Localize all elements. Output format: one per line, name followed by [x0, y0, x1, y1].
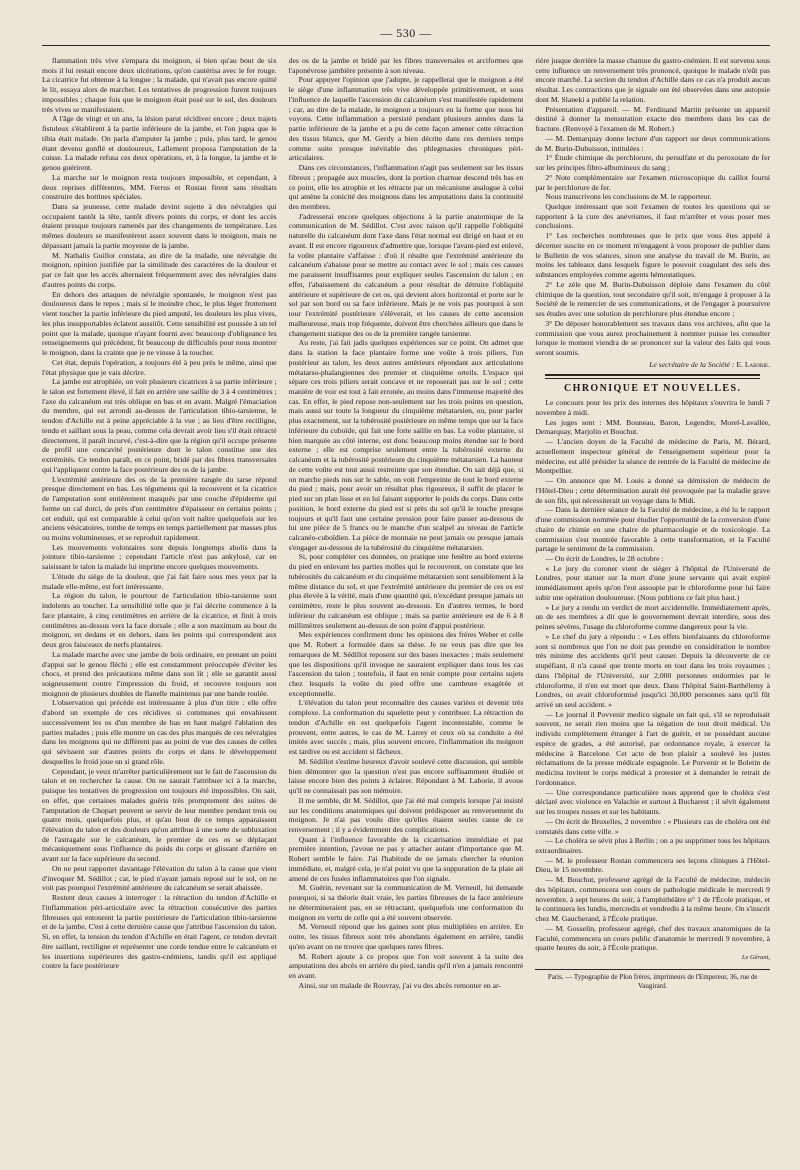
page-number: — 530 — [380, 26, 432, 40]
paragraph: L'étude du siège de la douleur, que j'ai fait faire sous mes yeux par la malade elle-même, est fort intéressante. [42, 571, 277, 591]
news-item: — Le choléra se sévit plus à Berlin ; on a pu supprimer tous les hôpitaux extraordinaires. [535, 836, 771, 856]
three-column-body [42, 56, 770, 1156]
paragraph: Pour appuyer l'opinion que j'adopte, je rappellerai que le moignon a été le siège d'une inflammation très vive développée primitivement, et sous l'influence de laquelle l'ascension du calcanéum s'est manifestée rapidement ; car, au dire de la malade, le moignon a toujours eu la forme que nous lui voyons. Cette inflammation a persisté pendant plusieurs années dans la partie inférieure de la jambe et a pu de cette façon amener cette rétraction des tissus blancs, que M. Gerdy a bien décrite dans ces derniers temps comme suite presque inévitable des phlegmasies chroniques péri-articulaires. [288, 75, 524, 163]
news-item: — Le journal il Povvenir medico signale un fait qui, s'il se reproduisait souvent, ne serait rien moins que la négation de tout droit médical. Un individu complètement étranger à l'art de guérir, et ne possédant aucune espèce de grades, a été autorisé, par ordonnance royale, à exercer la médecine à Barcelone. Cet acte de bon plaisir a soulevé les justes réclamations de la presse médicale espagnole. Le Porvenir et le Boletin de medicina invitent le corps médical à protester et à demander le retrait de l'ordonnance. [535, 709, 771, 787]
paragraph: 1° Les recherches nombreuses que le prix que vous êtes appelé à décerner suscite en ce moment m'engagent à vous proposer de publier dans le Bulletin de vos séances, sinon une analyse du travail de M. Burin, au moins les tableaux dans lesquels figure le pouvoir coagulant des sels des substances employées comme agents hémostatiques. [535, 231, 771, 280]
gerant-signature: Le Gérant, [741, 954, 771, 962]
paragraph: 2° Le zèle que M. Burin-Dubuisson déploie dans l'examen du côté chimique de la question, tout secondaire qu'il soit, m'engage à proposer à la Société de le remercier de ses communications, et de l'engager à poursuivre ses études avec une solution de perchlorure plus étendue encore ; [535, 279, 771, 319]
news-item: — Dans la dernière séance de la Faculté de médecine, a été lu le rapport d'une commission nommée pour étudier l'opportunité de la conversion d'une chaire de chimie en une chaire de pharmacologie et de toxicologie. La commission s'est montrée favorable à cette transformation, et la Faculté partage le sentiment de la commission. [535, 505, 771, 554]
paragraph: M. Guérin, revenant sur la communication de M. Verneuil, lui demande pourquoi, si sa théorie était vraie, les parties fibreuses de la face antérieure ne détermineraient pas, en se rétractant, quelquefois une conformation du moignon en vertu de celle qui a été souvent observée. [288, 883, 524, 922]
paragraph: 2° Note complémentaire sur l'examen microscopique du caillot fourni par le perchlorure de fer. [535, 172, 771, 192]
paragraph: Les mouvements volontaires sont depuis longtemps abolis dans la jointure tibio-tarsienne ; cependant l'article n'est pas ankylosé, car en saisissant le talon la malade lui imprime encore quelques mouvements. [42, 542, 277, 572]
paragraph: Mes expériences confirment donc les opinions des frères Weber et celle que M. Robert a formulée dans sa thèse. Je ne veux pas dire que les remarques de M. Sédillot reposent sur des bases inexactes ; mais seulement que les dispositions qu'il invoque ne sauraient expliquer dans tous les cas l'ascension du talon ; toutefois, il faut en tenir compte pour certains sujets chez lesquels la voûte du pied offre une cambrure exagérée et exceptionnelle. [288, 630, 524, 698]
paragraph: Dans sa jeunesse, cette malade devint sujette à des névralgies qui occupaient tantôt la tête, tantôt divers points du corps, et dont les accès étaient presque toujours ramenés par des changements de température. Les mêmes douleurs se manifestèrent assez souvent dans le moignon, mais ne dépassant jamais la partie moyenne de la jambe. [42, 202, 277, 250]
header-rule [42, 45, 770, 46]
paragraph: Quant à l'influence favorable de la cicatrisation immédiate et par première intention, j'avoue ne pas y attacher autant d'importance que M. Robert semble le faire. J'ai l'habitude de ne jamais chercher la réunion immédiate, et, malgré cela, je n'ai point vu que la suppuration de la plaie ait amené de ces fusées inflammatoires que l'on signale. [288, 834, 524, 883]
news-item: — M. Bouchut, professeur agrégé de la Faculté de médecine, médecin des hôpitaux, commencera son cours de pathologie médicale le mercredi 9 novembre, à sept heures du soir, à l'amphithéâtre n° 1 de l'École pratique, et le continuera les lundis, mercredis et vendredis à la même heure. On s'inscrit chez M. Gaucherand, à l'École pratique. [535, 875, 771, 924]
paragraph: des os de la jambe et bridé par les fibres transversales et arciformes que l'aponévrose jambière présente à son niveau. [288, 56, 524, 75]
paragraph: La marche sur le moignon resta toujours impossible, et cependant, à deux reprises différentes, MM. Ferrus et Rostan firent sans résultats construire des bottines spéciales. [42, 172, 277, 202]
paragraph: La malade marche avec une jambe de bois ordinaire, en prenant un point d'appui sur le genou fléchi ; elle est constamment préoccupée d'éviter les chocs, et prend des précautions même dans son lit ; elle se garantit aussi soigneusement contre l'impression du froid, et recouvre toujours son moignon de plusieurs doubles de flanelle maintenus par une bande roulée. [42, 649, 277, 698]
paragraph: M. Robert ajoute à ce propos que l'on voit souvent à la suite des amputations des abcès en arrière du pied, tandis qu'il n'en a jamais rencontré en avant. [288, 951, 524, 981]
paragraph: La région du talon, le pourtour de l'articulation tibio-tarsienne sont indolents au toucher. La sensibilité telle que je l'ai décrite commence à la face plantaire, à cinq centimètres en arrière de la cicatrice, et finit à trois centimètres au-dessus vers la face dorsale ; elle a son maximum au bout du moignon, en dedans et en dehors, dans les points qui correspondent aux deux gros faisceaux de nerfs plantaires. [42, 591, 277, 650]
paragraph: Présentation d'appareil. — M. Ferdinand Martin présente un appareil destiné à donner la mensuration exacte des membres dans les cas de fracture. (Renvoyé à l'examen de M. Robert.) [535, 104, 771, 134]
news-item: Les juges sont : MM. Bouneau, Baron, Legendre, Morel-Lavallée, Demarquay, Marjolin et Bouchut. [535, 417, 771, 437]
paragraph: — M. Demarquay donne lecture d'un rapport sur deux communications de M. Burin-Dubuisson, intitulées : [535, 133, 771, 153]
printer-imprint: Paris. — Typographie de Plon frères, imprimeurs de l'Empereur, 36, rue de Vaugirard. [535, 969, 770, 991]
column-middle [289, 56, 524, 1156]
paragraph: Il me semble, dit M. Sédillot, que j'ai été mal compris lorsque j'ai insisté sur les conditions anatomiques qui doivent prédisposer au renversement du moignon. Je n'ai pas voulu dire qu'elles étaient seules cause de ce renversement ; il y a évidemment des complications. [288, 795, 524, 835]
news-item: — M. le professeur Rostan commencera ses leçons cliniques à l'Hôtel-Dieu, le 15 novembre. [535, 855, 771, 875]
paragraph: La jambe est atrophiée, on voit plusieurs cicatrices à sa partie inférieure ; le talon est fortement élevé, il fait en arrière une saillie de 3 à 4 centimètres ; l'axe du calcanéum est très oblique en bas et en avant. Malgré l'émaciation du membre, qui est arrondi au-dessus de l'articulation tibio-tarsienne, le tendon d'Achille est à peine appréciable à la vue ; au lieu d'être rectiligne, tendu et saillant sous la peau, comme cela devrait avoir lieu s'il était rétracté directement, il paraît incurvé, c'est-à-dire que la région qu'il occupe présente de profil une concavité postérieure dont le talon constitue une des extrémités. Ce tendon paraît, en ce point, bridé par des fibres transversales qui l'appliquent contre la face postérieure des os de la jambe. [42, 377, 277, 474]
paragraph: Restent deux causes à interroger : la rétraction du tendon d'Achille et l'inflammation péri-articulaire avec la rétraction consécutive des parties fibreuses qui entourent la partie postérieure de l'articulation tibio-tarsienne et de la jambe. C'est à cette dernière cause que j'attribue l'ascension du talon. Si, en effet, la tension du tendon d'Achille en était l'agent, ce tendon devrait être saillant, rectiligne et représenter une corde tendue entre le calcanéum et les insertions supérieures des gastro-cnémiens, tandis qu'il est appliqué contre la face postérieure [42, 893, 277, 971]
paragraph: A l'âge de vingt et un ans, la lésion parut récidiver encore ; deux trajets fistuleux s'établirent à la partie inférieure de la jambe, et l'on jugea que le tibia était malade. On parla d'amputer la jambe ; puis, plus tard, le genou étant devenu gonflé et douloureux, Lallement proposa l'amputation de la cuisse. La malade refusa ces deux opérations, et, à la longue, la jambe et le genou guérirent. [42, 114, 277, 173]
paragraph: En dehors des attaques de névralgie spontanée, le moignon n'est pas douloureux dans le repos ; mais si le moindre choc, le plus léger frottement vient toucher la partie inférieure du pied amputé, les douleurs les plus vives, les plus insupportables éclatent aussitôt. Cette sensibilité est poussée à un tel point que la malade, quoique n'ayant fourni avec beaucoup d'obligeance les renseignements qui précèdent, fit beaucoup de difficultés pour nous montrer le moignon, dans la crainte que je ne vinsse à la toucher. [42, 289, 277, 358]
news-item: — M. Gosselin, professeur agrégé, chef des travaux anatomiques de la Faculté, commencera un cours public d'anatomie le mercredi 9 novembre, à quatre heures du soir, à l'École pratique. [535, 923, 771, 953]
section-rule-bottom [545, 378, 760, 379]
news-item: — Une correspondance particulière nous apprend que le choléra s'est déclaré avec violence en Valachie et surtout à Bucharest ; il sévit également sur les troupes russes et sur les habitants. [535, 787, 771, 817]
paragraph: Cependant, je veux m'arrêter particulièrement sur le fait de l'ascension du talon et en rechercher la cause. On ne saurait l'attribuer ici à la marche, puisque les tentatives de progression ont toujours été impossibles. On sait, en effet, que certaines malades guéris très promptement des suites de l'amputation de Chopart peuvent se servir de leur membre pendant trois ou quatre mois, quelquefois plus, et qu'au bout de ce temps apparaissent l'élévation du talon et des douleurs qu'on attribue à une sorte de subluxation de l'astragale sur le calcanéum, le premier de ces os se déplaçant mécaniquement sous l'influence du poids du corps et glissant d'arrière en avant sur la face supérieure du second. [42, 766, 277, 864]
paragraph: Cet état, depuis l'opération, a toujours été à peu près le même, ainsi que l'état physique que je vais décrire. [42, 357, 277, 377]
paragraph: J'adresserai encore quelques objections à la partie anatomique de la communication de M. Sédillot. C'est avec raison qu'il rappelle l'obliquité naturelle du calcanéum dont l'axe dans l'état normal est dirigé en haut et en avant. Il est encore rigoureux d'admettre que, lorsque l'avant-pied est enlevé, la voûte plantaire s'affaisse : d'où il résulte que l'extrémité antérieure du calcanéum s'abaisse pour se mettre au contact avec le sol ; mais ces causes me paraissent insuffisantes pour expliquer seules l'ascension du talon ; en effet, l'abaissement du calcanéum a pour résultat de détruire l'obliquité antérieure et supérieure de cet os, qui devient alors horizontal et porte sur le sol par son bord ou sa face inférieure. Mais je ne vois pas pourquoi à son tour l'extrémité postérieure s'élèverait, et les causes de cette ascension malheureuse, mais trop fréquente, doivent être cherchées ailleurs que dans le changement statique des os de la première rangée tarsienne. [288, 211, 524, 338]
news-item: Le concours pour les prix des internes des hôpitaux s'ouvrira le lundi 7 novembre à midi. [535, 398, 771, 417]
paragraph: 1° Étude chimique du perchlorure, du persulfate et du peroxotate de fer sur les principes fibro-albumineux du sang ; [535, 153, 771, 173]
news-item: » Le chef du jury a répondu : « Les effets bienfaisants du chloroforme sont si nombreux que l'on ne doit pas prendre en considération le nombre très minime des accidents qu'il peut causer. Depuis la découverte de ce stupéfiant, il n'a causé que trente morts en tout dans les trois royaumes ; dans l'hôpital de l'Université, sur 2,000 personnes endormies par le chloroforme, il n'en est mort que deux. Dans l'hôpital Saint-Barthélemy à Londres, on avait chloroformisé jusqu'ici 30,000 personnes sans qu'il fût arrivé un seul accident. » [535, 631, 771, 709]
paragraph: Nous transcrivons les conclusions de M. le rapporteur. [545, 192, 712, 202]
paragraph: L'extrémité antérieure des os de la première rangée du tarse répond presque directement en bas. Les téguments qui la recouvrent et la cicatrice de l'amputation sont entièrement masqués par une couche d'épiderme qui forme un cal durci, de près d'un centimètre d'épaisseur en certains points ; cet enduit, qui est comparable à celui qu'on voit naître quelquefois sur les anciens vésicatoires, tombe de temps en temps partiellement par masses plus ou moins volumineuses, et se reproduit rapidement. [42, 474, 277, 542]
news-item: — L'ancien doyen de la Faculté de médecine de Paris, M. Bérard, actuellement inspecteur général de l'enseignement supérieur pour la médecine, est allé présider la séance de rentrée de la Faculté de médecine de Montpellier. [535, 437, 771, 476]
paragraph: 3° De déposer honorablement ses travaux dans vos archives, afin que la commission que vous aurez prochainement à nommer puisse les consulter lorsque le moment viendra de se prononcer sur la valeur des faits qui vous seront soumis. [535, 318, 771, 358]
paragraph: M. Verneuil répond que les gaines sont plus multipliées en arrière. En outre, les tissus fibreux sont très abondants également en arrière, tandis qu'en avant on ne trouve que quelques rares fibres. [288, 922, 524, 951]
news-item: » Le jury a rendu un verdict de mort accidentelle. Immédiatement après, un de ses membres a dit que le gouvernement devrait interdire, sous des peines sévères, l'usage du chloroforme comme dangereux pour la vie. [535, 602, 771, 632]
paragraph: L'élévation du talon peut reconnaître des causes variées et devenir très complexe. La conformation du squelette peut y contribuer. La rétraction du tendon d'Achille en est quelquefois l'agent incontestable, comme le prouvent, entre autres, le cas de M. Larrey et ceux où sa conduite a été imitée avec succès ; mais, plus souvent encore, l'inflammation du moignon est tardive ou est accident si fâcheux. [288, 698, 524, 757]
paragraph: rière jusque derrière la masse charnue du gastro-cnémien. Il est survenu sous cette influence un renversement très prononcé, quoique le malade n'eût pas encore marché. La section du tendon d'Achille dans ce cas n'a produit aucun résultat. Les contractions que je signale ont été observées dans une autopsie dont M. Slaneki a publié la relation. [535, 56, 771, 104]
paragraph: M. Sédillot s'estime heureux d'avoir soulevé cette discussion, qui semble bien démontrer que la question n'est pas encore suffisamment étudiée et laisse encore bien des points à éclairer. Répondant à M. Laborie, il avoue qu'il ne connaissait pas son mémoire. [288, 756, 524, 796]
paragraph: Si, pour compléter ces données, on pratique une fenêtre au bord externe du pied en enlevant les parties molles qui le recouvrent, on constate que les tubérosités du calcanéum et du cinquième métatarsien sont sensiblement à la même distance du sol, et que l'extrémité antérieure du premier de ces os est plus élevée à la vérité, mais d'une quantité qui, n'excédant presque jamais un centimètre, reste le plus souvent au-dessous. En d'autres termes, le bord inférieur du calcanéum est oblique ; mais sa partie antérieure est de 6 à 8 millimètres seulement au-dessus de son point d'appui postérieur. [288, 552, 524, 630]
paragraph: Quelque intéressant que soit l'examen de toutes les questions qui se rapportent à la cure des anévrismes, il faut m'arrêter et vous poser mes conclusions. [535, 202, 771, 231]
paragraph: flammation très vive s'empara du moignon, si bien qu'au bout de six mois il lui restait encore deux ulcérations, qu'on cautérisa avec le fer rouge. La cicatrice fut obtenue à la longue ; la malade, qui n'avait pas encore quitté le lit, essaya alors de marcher. Les tentatives de progression furent toujours impossibles ; chaque fois que le moignon était posé sur le sol, des douleurs très vives se manifestaient. [42, 56, 277, 114]
news-item: — On annonce que M. Louis a donné sa démission de médecin de l'Hôtel-Dieu ; cette détermination aurait été provoquée par la maladie grave de son fils, qui nécessiterait un voyage dans le Midi. [535, 476, 771, 505]
column-right [535, 56, 770, 1156]
paragraph: L'observation qui précède est intéressante à plus d'un titre : elle offre d'abord un exemple de ces récidives si communes qui envahissent successivement les os d'un membre de bas en haut malgré l'ablation des parties malades ; puis elle montre un cas des plus marqués de ces névralgies dans les moignons qui ne diffèrent pas au point de vue des causes de celles qui sévissent sur d'autres points du corps et dans le développement desquelles le froid joue un si grand rôle. [42, 698, 277, 766]
paragraph: Au reste, j'ai fait jadis quelques expériences sur ce point. On admet que dans la station la face plantaire forme une voûte à trois piliers, l'un postérieur au talon, les deux autres antérieurs répondant aux articulations métatarso-phalangiennes des premier et cinquième orteils. L'espace qui sépare ces trois piliers serait concave et ne reposerait pas sur le sol ; cette manière de voir est tout à fait erronée, au moins dans l'immense majorité des cas. En effet, le pied repose non-seulement sur les trois points en question, mais aussi sur toute la longueur du cinquième métatarsien, ou, pour parler plus exactement, sur la tubérosité postérieure en même temps que sur la face inférieure du cuboïde, qui fait une forte saillie en bas. La voûte plantaire, si bien marquée au côté interne, est donc beaucoup moins étendue sur le bord externe ; elle est comprise seulement entre la tubérosité externe du calcanéum et la tubérosité postérieure du cinquième métatarsien. La hauteur de cette voûte est tout aussi restreinte que son étendue. On sait déjà que, si on marche pieds nus sur le sable, on voit l'empreinte de tout le bord externe du pied ; mais, pour avoir un résultat plus rigoureux, il suffit de placer le pied sur un plan lisse et en lui faisant supporter le poids du corps. Dans cette position, le bord externe du pied est si près du sol qu'il le touche presque toujours et qu'il faut une certaine pression pour faire passer au-dessous de lui une pièce de 5 francs ou le manche d'un scalpel au niveau de l'article calcanéo-cuboïdien. La pièce de monnaie ne peut jamais ou presque jamais s'engager au-dessous de la tubérosité du cinquième métatarsien. [288, 338, 524, 552]
news-item: — On écrit de Bruxelles, 2 novembre : « Plusieurs cas de choléra ont été constatés dans cette ville. » [535, 816, 771, 836]
paragraph: Dans ces circonstances, l'inflammation n'agit pas seulement sur les tissus fibreux ; propagée aux muscles, dont la portion charnue descend très bas en ce point, elle les atrophie et les rétracte par un mécanisme analogue à celui qui amène la conicité des moignons dans les amputations dans la continuité des membres. [288, 163, 524, 212]
column-left [42, 56, 277, 1156]
news-item: « Le jury du coroner vient de siéger à l'hôpital de l'Université de Londres, pour statuer sur la mort d'une jeune servante qui avait expiré immédiatement après qu'on l'eut assoupie par le chloroforme pour lui faire subir une opération douloureuse. (Nous publions ce fait plus haut.) [535, 563, 771, 602]
section-title: CHRONIQUE ET NOUVELLES. [564, 382, 742, 394]
secretary-signature [535, 360, 770, 370]
signature-name: E. Laborie. [736, 359, 771, 369]
signature-role: Le secrétaire de la Société : [649, 359, 735, 369]
paragraph: M. Nathalis Guillot constata, au dire de la malade, une névralgie du moignon, opinion justifiée par la similitude des caractères de la douleur et par ce fait que les accès alternaient fréquemment avec des névralgies dans d'autres points du corps. [42, 250, 277, 289]
paragraph: Ainsi, sur un malade de Rouvray, j'ai vu des abcès remonter en ar- [298, 980, 501, 990]
news-item: — On écrit de Londres, le 28 octobre : [545, 553, 664, 563]
paragraph: On ne peut rapporter davantage l'élévation du talon à la cause que vient d'invoquer M. Sédillot ; car, le pied n'ayant jamais reposé sur le sol, on ne voit pas pourquoi l'extrémité antérieure du calcanéum se serait abaissée. [42, 863, 277, 893]
section-rule-top [545, 374, 760, 376]
